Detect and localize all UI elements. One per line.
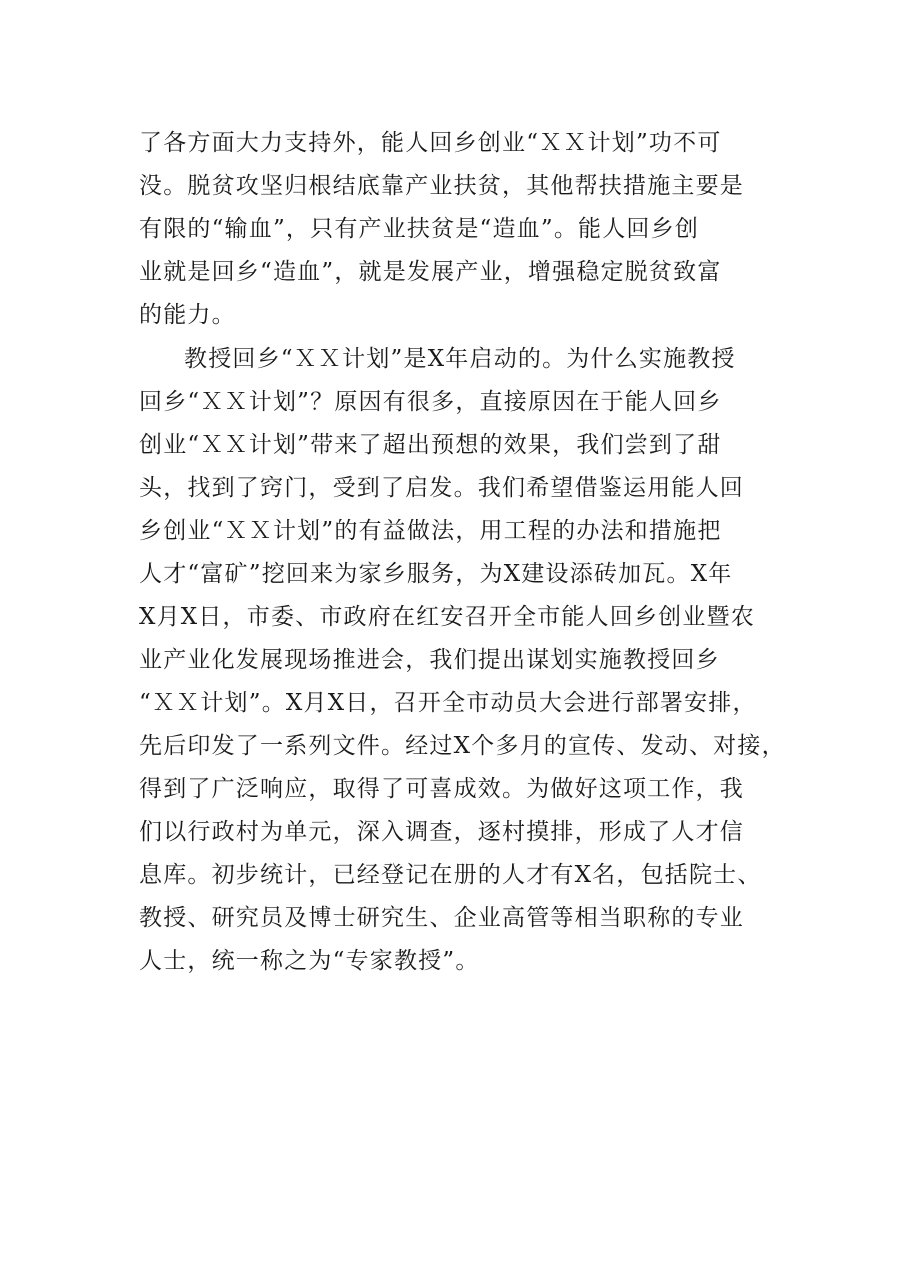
text-line: 回乡“ＸＸ计划”？原因有很多，直接原因在于能人回乡 (139, 389, 722, 415)
text-line: 有限的“输血”，只有产业扶贫是“造血”。能人回乡创 (139, 216, 700, 242)
text-line: 创业“ＸＸ计划”带来了超出预想的效果，我们尝到了甜 (139, 432, 722, 458)
text-line: 业就是回乡“造血”，就是发展产业，增强稳定脱贫致富 (139, 259, 722, 285)
text-line: 业产业化发展现场推进会，我们提出谋划实施教授回乡 (139, 647, 720, 673)
text-line: 乡创业“ＸＸ计划”的有益做法，用工程的办法和措施把 (139, 518, 722, 544)
text-line: 的能力。 (139, 302, 236, 328)
text-line: 息库。初步统计，已经登记在册的人才有X名，包括院士、 (139, 862, 762, 888)
text-line: 教授、研究员及博士研究生、企业高管等相当职称的专业 (139, 905, 744, 931)
text-line: 没。脱贫攻坚归根结底靠产业扶贫，其他帮扶措施主要是 (139, 173, 744, 199)
text-line: 先后印发了一系列文件。经过X个多月的宣传、发动、对接， (139, 733, 786, 759)
text-line: 人才“富矿”挖回来为家乡服务，为X建设添砖加瓦。X年 (139, 561, 733, 587)
text-line: 人士，统一称之为“专家教授”。 (139, 948, 480, 974)
text-line: 得到了广泛响应，取得了可喜成效。为做好这项工作，我 (139, 776, 744, 802)
text-line: X月X日，市委、市政府在红安召开全市能人回乡创业暨农 (139, 604, 755, 630)
text-line: 头，找到了窍门，受到了启发。我们希望借鉴运用能人回 (139, 475, 744, 501)
paragraph-first-line: 教授回乡“ＸＸ计划”是X年启动的。为什么实施教授 (184, 346, 736, 372)
text-line: “ＸＸ计划”。X月X日，召开全市动员大会进行部署安排， (139, 690, 757, 716)
text-line: 了各方面大力支持外，能人回乡创业“ＸＸ计划”功不可 (139, 130, 722, 156)
text-line: 们以行政村为单元，深入调查，逐村摸排，形成了人才信 (139, 819, 744, 845)
